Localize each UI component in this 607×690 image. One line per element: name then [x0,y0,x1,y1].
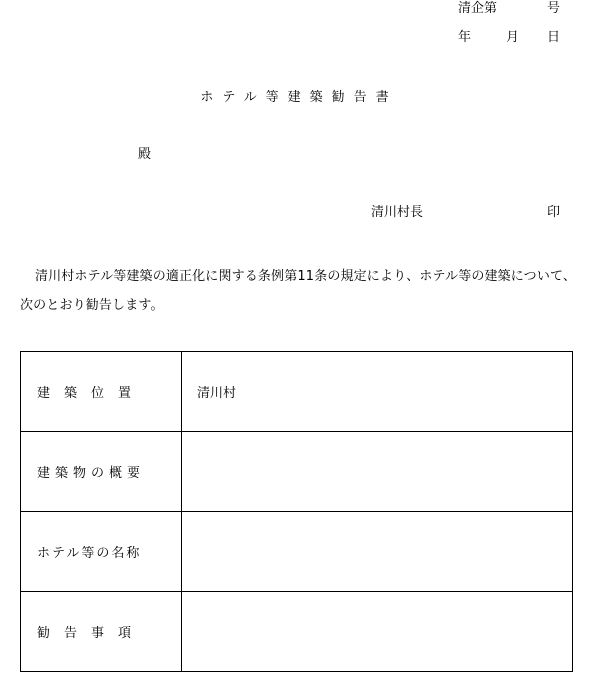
label-hotel-name: ホテル等の名称 [37,546,142,561]
recommendation-table [20,351,573,672]
row-label-cell [21,352,182,432]
page-title: ホテル等建築勧告書 [200,90,398,105]
row-label-cell [21,432,182,512]
table-row [21,512,573,592]
row-label-cell [21,592,182,672]
seal-mark: 印 [547,205,561,220]
body-paragraph: 清川村ホテル等建築の適正化に関する条例第11条の規定により、ホテル等の建築について、次のとおり勧告します。 [20,269,577,313]
document-number-suffix: 号 [547,1,561,16]
label-building-location: 建築位置 [37,386,146,401]
row-label-cell [21,512,182,592]
date-year-label: 年 [458,30,472,45]
row-value-cell [182,512,573,592]
table-row [21,432,573,512]
document-date [458,31,562,45]
document-number [458,1,561,16]
label-recommendation-items: 勧告事項 [37,626,146,641]
row-value-cell [182,352,573,432]
value-building-location: 清川村 [197,386,237,401]
row-value-cell [182,592,573,672]
addressee-honorific: 殿 [138,147,152,162]
document-number-prefix: 清企第 [458,1,498,16]
date-month-label: 月 [506,30,520,45]
label-building-overview: 建築物の概要 [37,466,146,481]
table-row [21,352,573,432]
table-row [21,592,573,672]
row-value-cell [182,432,573,512]
date-day-label: 日 [547,30,561,45]
issuer-name: 清川村長 [371,205,424,220]
